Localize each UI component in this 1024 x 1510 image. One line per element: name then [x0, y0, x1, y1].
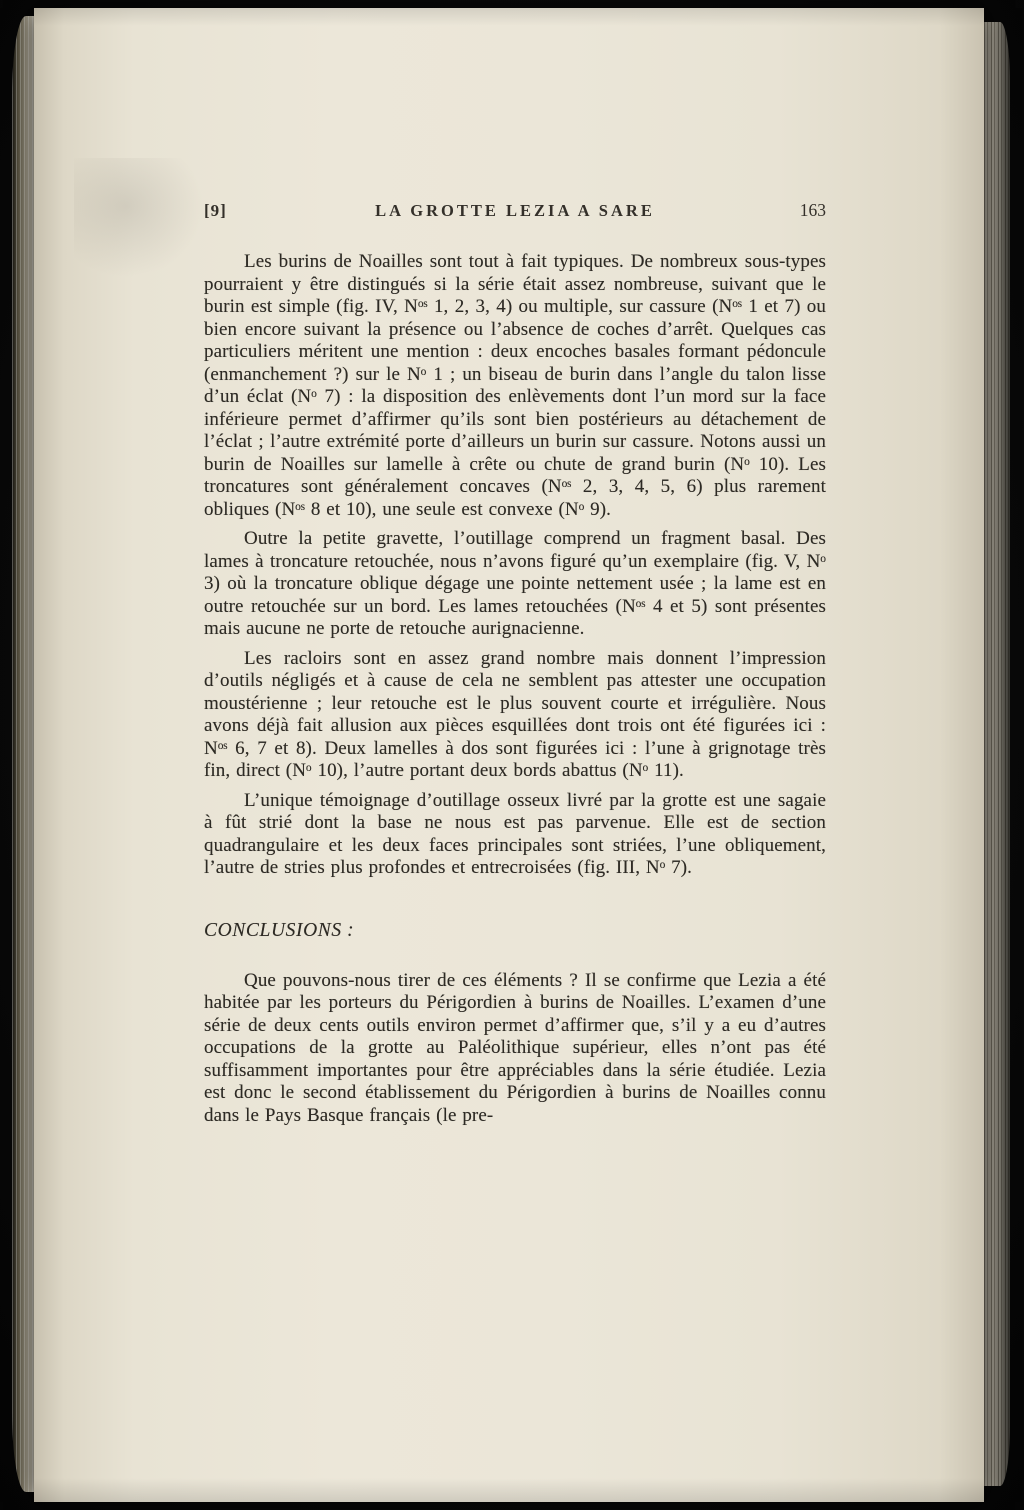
conclusions-heading: CONCLUSIONS : — [204, 919, 355, 941]
paragraph-sagaie: L’unique témoignage d’outillage osseux livré par la grotte est une sagaie à fût strié dont la base ne nous est pas parvenue. Elle est de section quadrangulaire et les deux faces principales sont striées, l’une obliquement, l’autre de stries plus profondes et entrecroisées (fig. III, Nᵒ 7). — [204, 789, 826, 878]
body-text — [204, 251, 826, 1127]
paragraph-outillage: Outre la petite gravette, l’outillage comprend un fragment basal. Des lames à troncature retouchée, nous n’avons figuré qu’un exemplaire (fig. V, Nᵒ 3) où la troncature oblique dégage une pointe nettement usée ; la lame est en outre retouchée sur un bord. Les lames retouchées (Nᵒˢ 4 et 5) sont présentes mais aucune ne porte de retouche aurignacienne. — [204, 528, 826, 639]
header-page-number: 163 — [799, 200, 826, 220]
header-section-number: [9] — [204, 201, 227, 220]
paragraph-burins-noailles: Les burins de Noailles sont tout à fait typiques. De nombreux sous-types pourraient y être distingués si la série était assez nombreuse, suivant que le burin est simple (fig. IV, Nᵒˢ 1, 2, 3, 4) ou multiple, sur cassure (Nᵒˢ 1 et 7) ou bien encore suivant la présence ou l’absence de coches d’arrêt. Quelques cas particuliers méritent une mention : deux encoches basales formant pédoncule (enmanchement ?) sur le Nᵒ 1 ; un biseau de burin dans l’angle du talon lisse d’un éclat (Nᵒ 7) : la disposition des enlèvements dont l’un mord sur la face inférieure permet d’affirmer qu’ils sont bien postérieurs au détachement de l’éclat ; l’autre extrémité porte d’ailleurs un burin sur cassure. Notons aussi un burin de Noailles sur lamelle à crête ou chute de grand burin (Nᵒ 10). Les troncatures sont généralement concaves (Nᵒˢ 2, 3, 4, 5, 6) plus rarement obliques (Nᵒˢ 8 et 10), une seule est convexe (Nᵒ 9). — [204, 251, 826, 520]
paragraph-conclusions: Que pouvons-nous tirer de ces éléments ? Il se confirme que Lezia a été habitée par les porteurs du Périgordien à burins de Noailles. L’examen d’une série de deux cents outils environ permet d’affirmer que, s’il y a eu d’autres occupations de la grotte au Paléolithique supérieur, elles n’ont pas été suffisamment importantes pour être appréciables dans la série étudiée. Lezia est donc le second établissement du Périgordien à burins de Noailles connu dans le Pays Basque français (le pre- — [204, 969, 826, 1126]
page-content — [204, 200, 826, 1134]
book-page — [34, 8, 984, 1502]
paragraph-racloirs: Les racloirs sont en assez grand nombre mais donnent l’impression d’outils négligés et à cause de cela ne semblent pas attester une occupation moustérienne ; leur retouche est le plus souvent courte et irrégulière. Nous avons déjà fait allusion aux pièces esquillées dont trois ont été figurées ici : Nᵒˢ 6, 7 et 8). Deux lamelles à dos sont figurées ici : l’une à grignotage très fin, direct (Nᵒ 10), l’autre portant deux bords abattus (Nᵒ 11). — [204, 647, 826, 781]
header-running-title: LA GROTTE LEZIA A SARE — [375, 201, 655, 220]
page-header — [204, 200, 826, 221]
